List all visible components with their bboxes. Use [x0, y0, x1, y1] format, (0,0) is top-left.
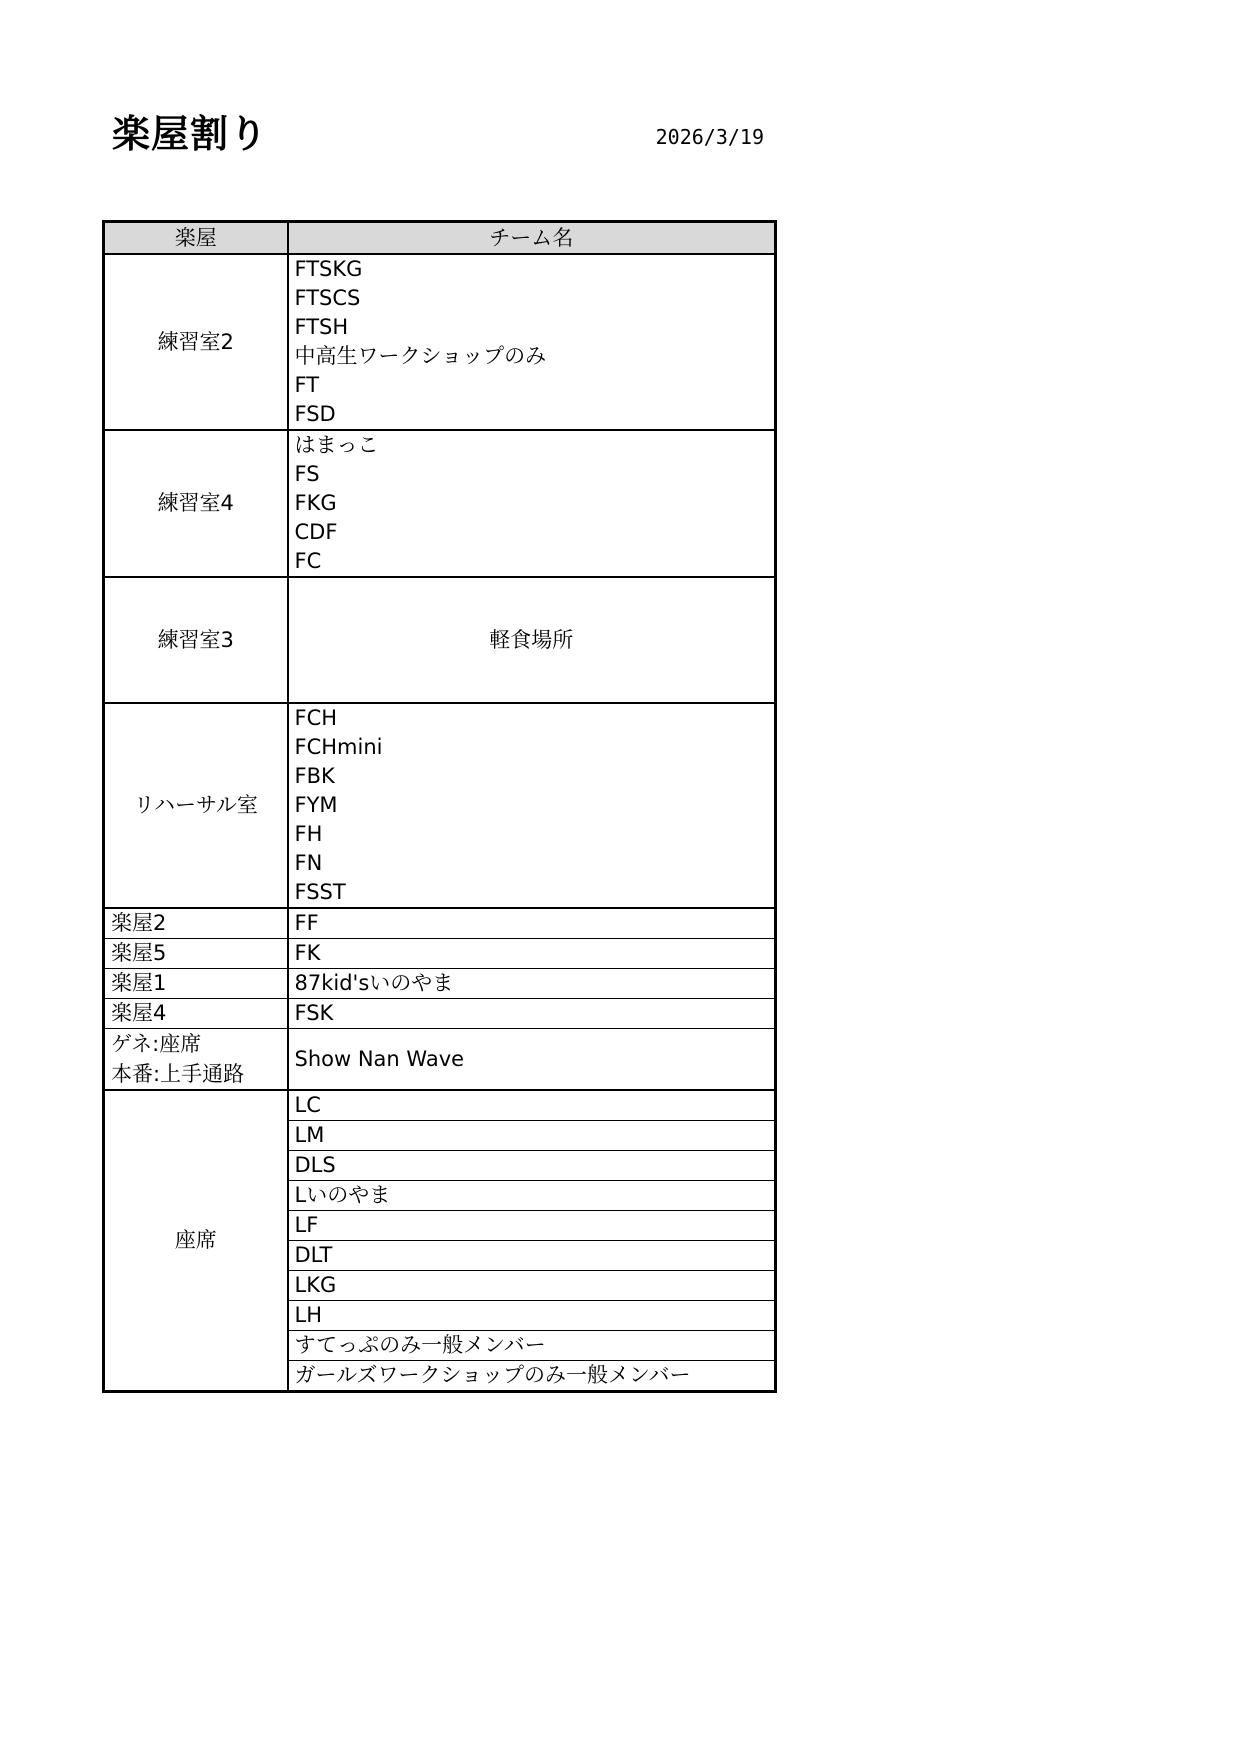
team-cell: FSK — [288, 999, 776, 1029]
table-row — [104, 254, 776, 284]
group-practice-room-4 — [104, 430, 776, 577]
header-room: 楽屋 — [104, 222, 288, 255]
document-date: 2026/3/19 — [655, 125, 764, 149]
group-single-rooms — [104, 908, 776, 1090]
page-title: 楽屋割り — [112, 112, 269, 156]
room-line-performance: 本番:上手通路 — [111, 1062, 245, 1086]
team-cell: FK — [288, 939, 776, 969]
header-row — [104, 222, 776, 255]
team-cell: FTSKG — [288, 254, 776, 284]
team-cell: FCHmini — [288, 733, 776, 762]
team-cell: FH — [288, 820, 776, 849]
team-cell: LH — [288, 1301, 776, 1331]
table-row — [104, 1090, 776, 1121]
team-cell: 中高生ワークショップのみ — [288, 342, 776, 371]
room-cell: 練習室3 — [104, 577, 288, 703]
group-practice-room-3 — [104, 577, 776, 703]
table-row — [104, 939, 776, 969]
group-rehearsal-room — [104, 703, 776, 908]
room-cell: 座席 — [104, 1090, 288, 1392]
team-cell: FSD — [288, 400, 776, 430]
table-row — [104, 999, 776, 1029]
dressing-room-table — [102, 220, 777, 1393]
team-cell: FN — [288, 849, 776, 878]
header-team: チーム名 — [288, 222, 776, 255]
room-cell: 練習室4 — [104, 430, 288, 577]
team-cell: FF — [288, 908, 776, 939]
table-row — [104, 430, 776, 460]
table-row — [104, 969, 776, 999]
team-cell: LC — [288, 1090, 776, 1121]
team-cell: FBK — [288, 762, 776, 791]
snack-area-note: 軽食場所 — [288, 577, 776, 703]
table-row — [104, 908, 776, 939]
team-cell: LKG — [288, 1271, 776, 1301]
team-cell: Show Nan Wave — [288, 1029, 776, 1091]
room-cell: 楽屋5 — [104, 939, 288, 969]
room-cell: 楽屋4 — [104, 999, 288, 1029]
table-row — [104, 577, 776, 703]
team-cell: ガールズワークショップのみ一般メンバー — [288, 1361, 776, 1392]
team-cell: FTSCS — [288, 284, 776, 313]
team-cell: Lいのやま — [288, 1181, 776, 1211]
table-row — [104, 1029, 776, 1091]
team-cell: すてっぷのみ一般メンバー — [288, 1331, 776, 1361]
team-cell: はまっこ — [288, 430, 776, 460]
team-cell: FKG — [288, 489, 776, 518]
room-cell: 練習室2 — [104, 254, 288, 430]
team-cell: FS — [288, 460, 776, 489]
room-cell — [104, 1029, 288, 1091]
team-cell: FCH — [288, 703, 776, 733]
team-cell: FTSH — [288, 313, 776, 342]
team-cell: DLT — [288, 1241, 776, 1271]
team-cell: LF — [288, 1211, 776, 1241]
team-cell: 87kid'sいのやま — [288, 969, 776, 999]
team-cell: CDF — [288, 518, 776, 547]
group-seating — [104, 1090, 776, 1392]
team-cell: FC — [288, 547, 776, 577]
table-row — [104, 703, 776, 733]
team-cell: DLS — [288, 1151, 776, 1181]
team-cell: FT — [288, 371, 776, 400]
team-cell: FSST — [288, 878, 776, 908]
room-cell: 楽屋1 — [104, 969, 288, 999]
team-cell: FYM — [288, 791, 776, 820]
group-practice-room-2 — [104, 254, 776, 430]
room-line-rehearsal: ゲネ:座席 — [111, 1032, 202, 1056]
team-cell: LM — [288, 1121, 776, 1151]
room-cell: リハーサル室 — [104, 703, 288, 908]
room-cell: 楽屋2 — [104, 908, 288, 939]
